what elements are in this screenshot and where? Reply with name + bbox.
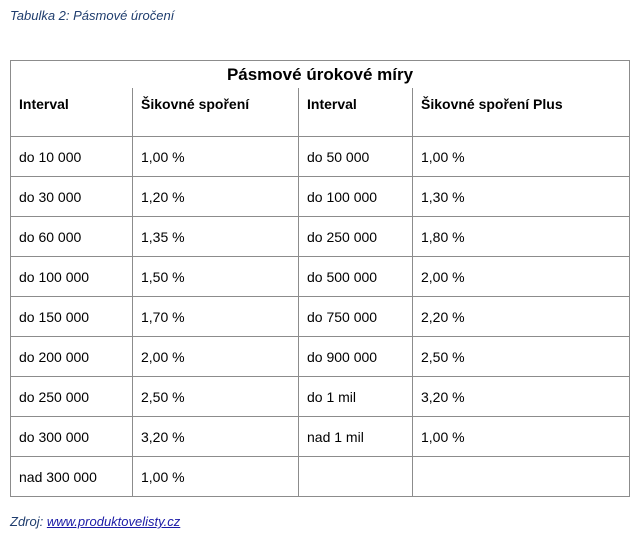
table-cell: 1,00 %: [413, 137, 630, 177]
table-cell: 1,00 %: [133, 137, 299, 177]
table-caption: Tabulka 2: Pásmové úročení: [10, 8, 175, 23]
header-interval-2: Interval: [299, 88, 413, 137]
table-cell: 2,00 %: [413, 257, 630, 297]
table-cell: do 30 000: [11, 177, 133, 217]
table-cell: do 500 000: [299, 257, 413, 297]
table-cell: do 100 000: [299, 177, 413, 217]
table-row: [11, 457, 630, 497]
table-cell: 1,35 %: [133, 217, 299, 257]
table-cell: 2,50 %: [413, 337, 630, 377]
table-cell: 2,00 %: [133, 337, 299, 377]
table-cell: do 10 000: [11, 137, 133, 177]
table-cell: 1,00 %: [413, 417, 630, 457]
table-cell: do 750 000: [299, 297, 413, 337]
table-row: [11, 417, 630, 457]
table-row: [11, 177, 630, 217]
table-cell: 1,50 %: [133, 257, 299, 297]
header-sikovne-sporeni-plus: Šikovné spoření Plus: [413, 88, 630, 137]
table-cell: 2,50 %: [133, 377, 299, 417]
table-cell: do 250 000: [11, 377, 133, 417]
table-cell: do 60 000: [11, 217, 133, 257]
table-cell: do 100 000: [11, 257, 133, 297]
table-row: [11, 377, 630, 417]
table-cell: [413, 457, 630, 497]
header-sikovne-sporeni: Šikovné spoření: [133, 88, 299, 137]
table-cell: do 150 000: [11, 297, 133, 337]
table-cell: 1,20 %: [133, 177, 299, 217]
source-link[interactable]: www.produktovelisty.cz: [46, 514, 181, 529]
table-cell: 3,20 %: [133, 417, 299, 457]
header-interval-1: Interval: [11, 88, 133, 137]
table-cell: nad 1 mil: [299, 417, 413, 457]
table-row: [11, 217, 630, 257]
table-row: [11, 137, 630, 177]
table-row: [11, 297, 630, 337]
table-title: Pásmové úrokové míry: [11, 61, 630, 89]
table-cell: 2,20 %: [413, 297, 630, 337]
table-cell: do 250 000: [299, 217, 413, 257]
table-row: [11, 337, 630, 377]
table-cell: do 50 000: [299, 137, 413, 177]
table-cell: 1,70 %: [133, 297, 299, 337]
table-row: [11, 257, 630, 297]
table-cell: do 900 000: [299, 337, 413, 377]
source-line: [10, 514, 180, 529]
source-label: Zdroj:: [10, 514, 44, 529]
table-cell: 1,30 %: [413, 177, 630, 217]
table-cell: nad 300 000: [11, 457, 133, 497]
table-cell: 1,80 %: [413, 217, 630, 257]
table-cell: 1,00 %: [133, 457, 299, 497]
table-cell: do 300 000: [11, 417, 133, 457]
table-cell: do 1 mil: [299, 377, 413, 417]
rates-table: [10, 60, 630, 497]
table-cell: 3,20 %: [413, 377, 630, 417]
table-cell: [299, 457, 413, 497]
table-cell: do 200 000: [11, 337, 133, 377]
